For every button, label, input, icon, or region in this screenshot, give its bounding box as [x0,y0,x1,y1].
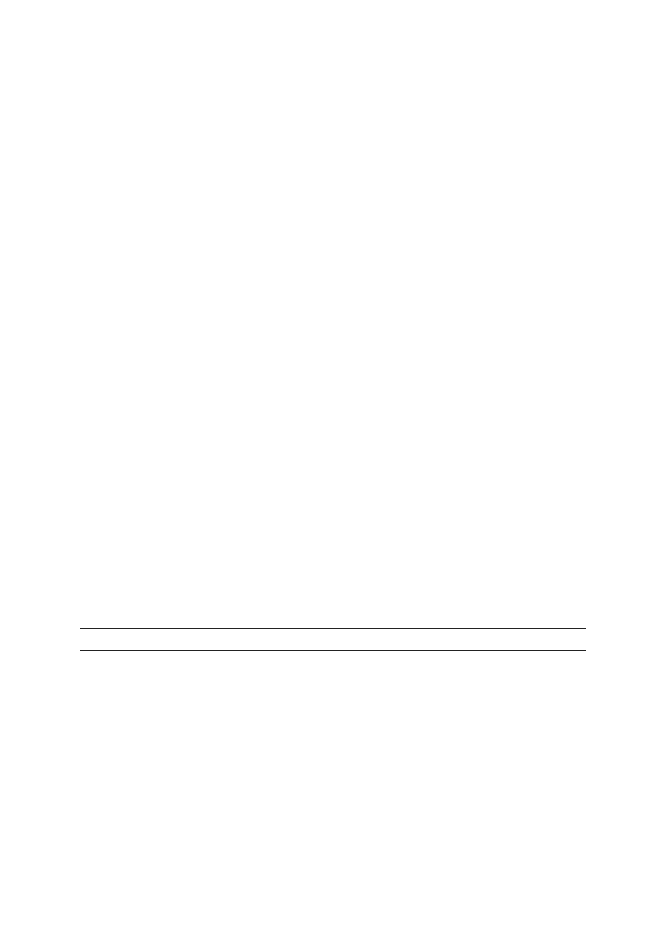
indicators-table [80,628,586,651]
table-header [80,629,586,651]
